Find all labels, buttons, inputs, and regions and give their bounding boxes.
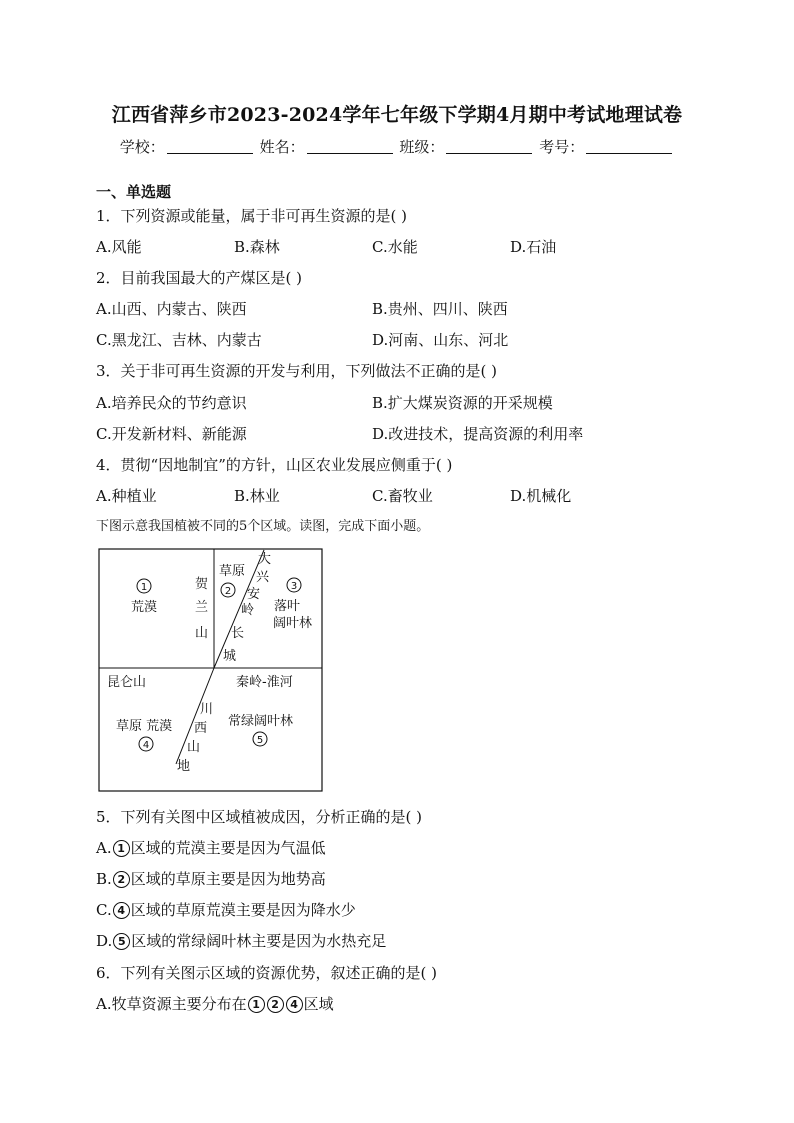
question-3-option-b: B.扩大煤炭资源的开采规模: [372, 394, 553, 412]
region-5-number: 5: [256, 735, 264, 746]
diagram-intro: 下图示意我国植被不同的5个区域。读图，完成下面小题。: [96, 519, 430, 534]
number-label: 考号：: [539, 138, 585, 156]
diagram-border: [99, 549, 322, 791]
region-5-label: 常绿阔叶林: [228, 714, 294, 729]
region-number-badge: 1: [113, 840, 130, 857]
region-number-badge: 1: [248, 996, 265, 1013]
exam-title: 江西省萍乡市2023-2024学年七年级下学期4月期中考试地理试卷: [111, 104, 683, 126]
question-2-option-a: A.山西、内蒙古、陕西: [96, 300, 247, 318]
region-number-badge: 4: [113, 902, 130, 919]
question-1-stem: 1．下列资源或能量，属于非可再生资源的是( ): [96, 207, 408, 225]
option-b-prefix: B.: [96, 870, 112, 888]
question-4-option-a: A.种植业: [96, 487, 157, 505]
question-5-option-a: [96, 837, 326, 858]
question-1-option-b: B.森林: [234, 238, 280, 256]
option-a-text: 区域的荒漠主要是因为气温低: [130, 839, 326, 857]
question-1-option-d: D.石油: [510, 238, 557, 256]
option-a-prefix: A.牧草资源主要分布在: [96, 995, 247, 1013]
chuanxi-char-3: 山: [187, 740, 201, 755]
region-number-badge: 2: [113, 871, 130, 888]
question-4-stem: 4．贯彻“因地制宜”的方针，山区农业发展应侧重于( ): [96, 456, 453, 474]
helan-char-2: 兰: [195, 600, 209, 615]
question-6-stem: 6．下列有关图示区域的资源优势，叙述正确的是( ): [96, 964, 438, 982]
region-1-number: 1: [140, 582, 148, 593]
daxinganling-char-3: 安: [247, 587, 261, 602]
daxinganling-char-2: 兴: [256, 570, 270, 585]
question-5-option-b: [96, 868, 326, 889]
region-3-label-line-2: 阔叶林: [273, 616, 313, 631]
daxinganling-char-1: 大: [258, 552, 272, 567]
question-3-option-d: D.改进技术，提高资源的利用率: [372, 425, 584, 443]
question-3-option-a: A.培养民众的节约意识: [96, 394, 247, 412]
region-4-number: 4: [142, 740, 150, 751]
region-3-number: 3: [290, 581, 298, 592]
chuanxi-char-4: 地: [177, 759, 191, 774]
region-2-label: 草原: [219, 564, 246, 579]
question-2-option-b: B.贵州、四川、陕西: [372, 300, 508, 318]
daxinganling-char-4: 岭: [241, 603, 255, 618]
school-blank[interactable]: [167, 139, 253, 154]
question-1-option-c: C.水能: [372, 238, 418, 256]
question-2-option-c: C.黑龙江、吉林、内蒙古: [96, 331, 262, 349]
vegetation-region-diagram: [98, 548, 324, 794]
question-3-option-c: C.开发新材料、新能源: [96, 425, 247, 443]
option-b-text: 区域的草原主要是因为地势高: [130, 870, 326, 888]
question-3-stem: 3．关于非可再生资源的开发与利用，下列做法不正确的是( ): [96, 362, 498, 380]
chuanxi-char-2: 西: [194, 721, 208, 736]
question-5-option-d: [96, 930, 386, 951]
helan-char-1: 贺: [195, 577, 209, 592]
option-c-prefix: C.: [96, 901, 112, 919]
name-label: 姓名：: [259, 138, 305, 156]
question-1-option-a: A.风能: [96, 238, 142, 256]
option-a-prefix: A.: [96, 839, 112, 857]
option-d-prefix: D.: [96, 932, 113, 950]
name-blank[interactable]: [307, 139, 393, 154]
question-6-option-a: [96, 993, 334, 1014]
question-2-stem: 2．目前我国最大的产煤区是( ): [96, 269, 303, 287]
qinling-label: 秦岭-淮河: [236, 675, 293, 690]
kunlun-label: 昆仑山: [107, 675, 147, 690]
number-blank[interactable]: [586, 139, 672, 154]
question-5-option-c: [96, 899, 356, 920]
region-number-badge: 5: [113, 933, 130, 950]
greatwall-char-2: 城: [223, 649, 237, 664]
option-d-text: 区域的常绿阔叶林主要是因为水热充足: [131, 932, 387, 950]
region-number-badge: 2: [267, 996, 284, 1013]
question-5-stem: 5．下列有关图中区域植被成因，分析正确的是( ): [96, 808, 423, 826]
class-label: 班级：: [399, 138, 445, 156]
class-blank[interactable]: [446, 139, 532, 154]
greatwall-char-1: 长: [231, 626, 245, 641]
region-number-badge: 4: [286, 996, 303, 1013]
region-2-number: 2: [224, 586, 232, 597]
option-a-text: 区域: [303, 995, 334, 1013]
question-4-option-c: C.畜牧业: [372, 487, 433, 505]
region-1-label: 荒漠: [131, 600, 158, 615]
helan-char-3: 山: [195, 626, 209, 641]
chuanxi-char-1: 川: [200, 702, 214, 717]
question-4-option-b: B.林业: [234, 487, 280, 505]
question-4-option-d: D.机械化: [510, 487, 572, 505]
student-info-row: [0, 136, 794, 157]
region-4-label: 草原 荒漠: [116, 719, 173, 734]
section-title: 一、单选题: [96, 183, 172, 201]
question-2-option-d: D.河南、山东、河北: [372, 331, 509, 349]
region-3-label-line-1: 落叶: [274, 599, 301, 614]
option-c-text: 区域的草原荒漠主要是因为降水少: [130, 901, 356, 919]
school-label: 学校：: [119, 138, 165, 156]
